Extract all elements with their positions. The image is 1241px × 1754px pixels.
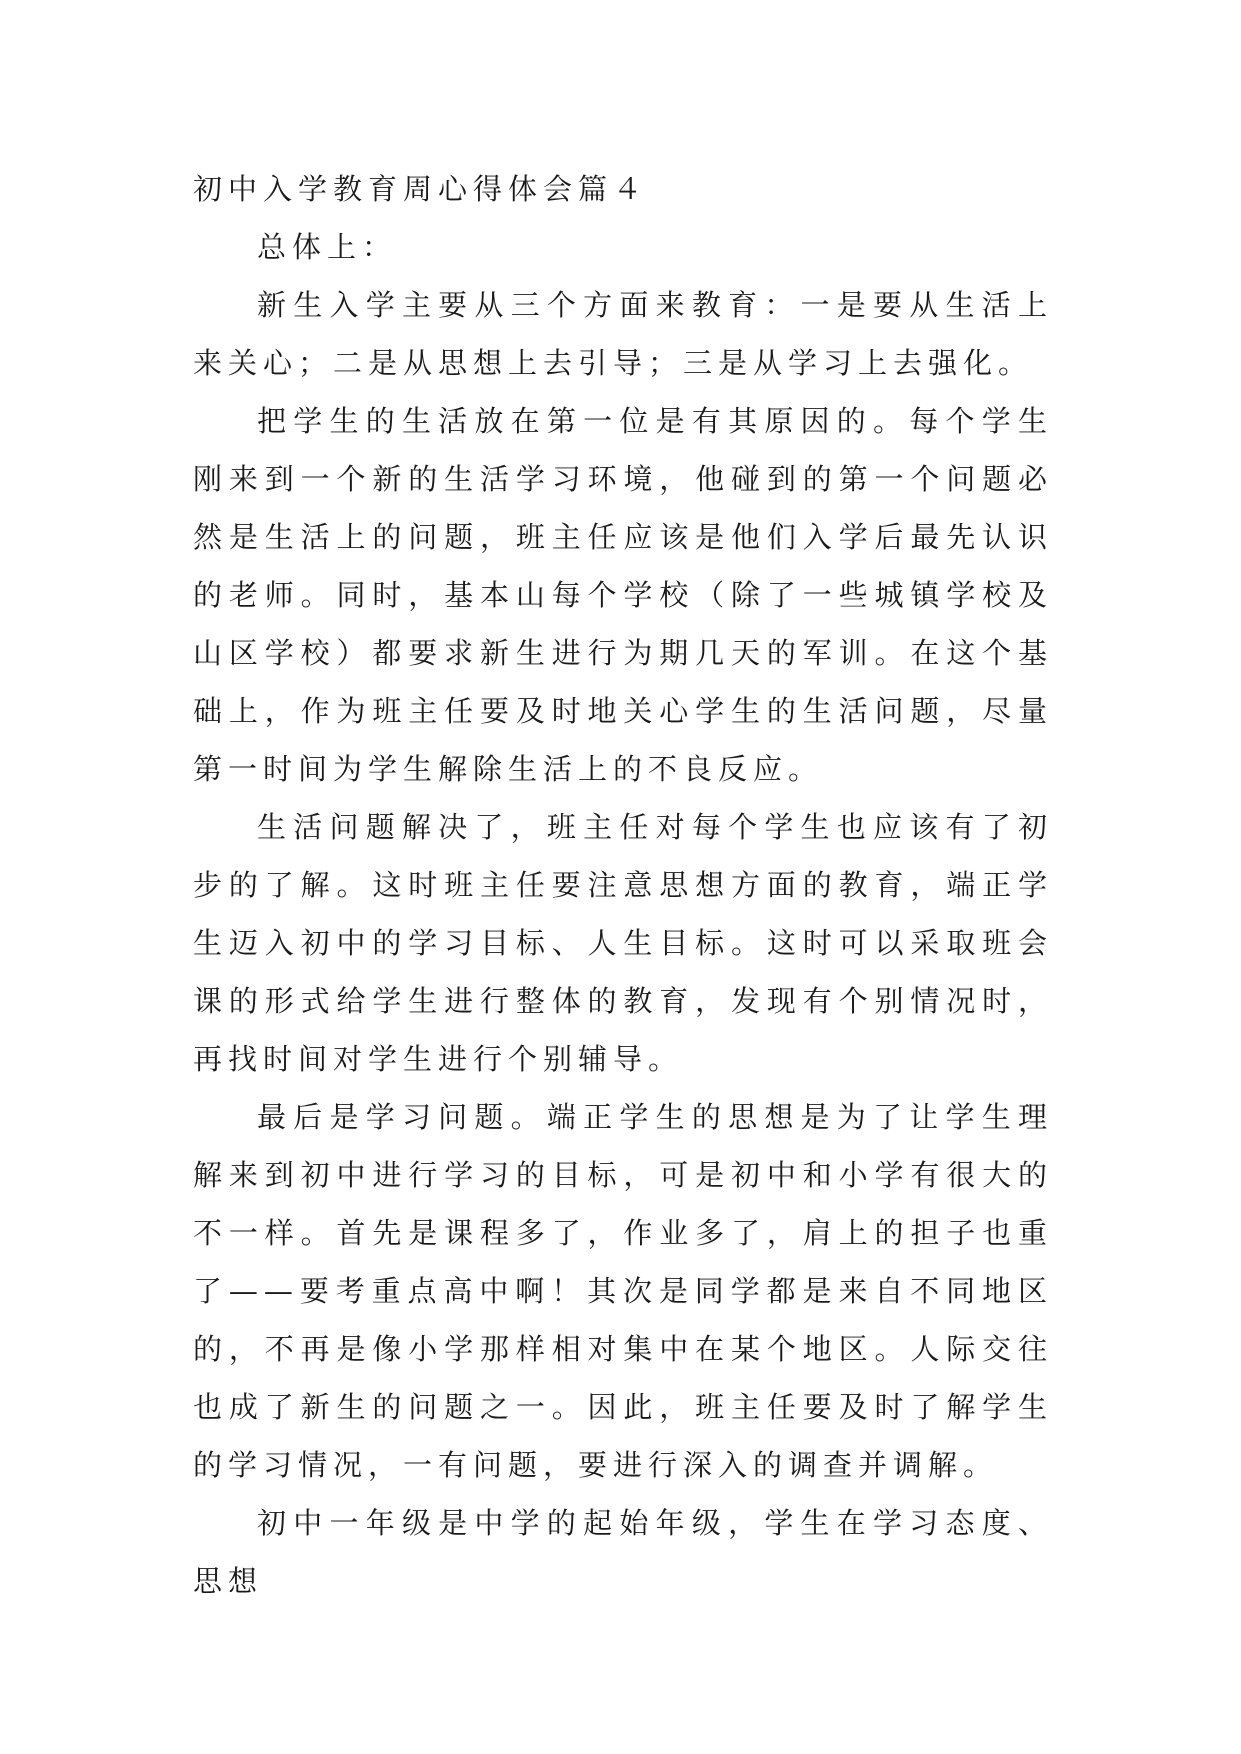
paragraph-overall: 总体上： (257, 230, 398, 264)
document-title: 初中入学教育周心得体会篇４ (193, 172, 649, 206)
paragraph-study-problems: 最后是学习问题。端正学生的思想是为了让学生理解来到初中进行学习的目标，可是初中和小学有很大的不一样。首先是课程多了，作业多了，肩上的担子也重了——要考重点高中啊！其次是同学都是来自不同地区的，不再是像小学那样相对集中在某个地区。人际交往也成了新生的问题之一。因此，班主任要及时了解学生的学习情况，一有问题，要进行深入的调查并调解。 (193, 1100, 1053, 1482)
paragraph-three-aspects: 新生入学主要从三个方面来教育：一是要从生活上来关心；二是从思想上去引导；三是从学习上去强化。 (193, 288, 1053, 380)
paragraph-thought-education: 生活问题解决了，班主任对每个学生也应该有了初步的了解。这时班主任要注意思想方面的教育，端正学生迈入初中的学习目标、人生目标。这时可以采取班会课的形式给学生进行整体的教育，发现有个别情况时，再找时间对学生进行个别辅导。 (193, 810, 1053, 1076)
paragraph-life-first: 把学生的生活放在第一位是有其原因的。每个学生刚来到一个新的生活学习环境，他碰到的第一个问题必然是生活上的问题，班主任应该是他们入学后最先认识的老师。同时，基本山每个学校（除了一些城镇学校及山区学校）都要求新生进行为期几天的军训。在这个基础上，作为班主任要及时地关心学生的生活问题，尽量第一时间为学生解除生活上的不良反应。 (193, 404, 1053, 786)
paragraph-first-grade: 初中一年级是中学的起始年级，学生在学习态度、思想 (193, 1506, 1053, 1598)
document-body (193, 160, 1053, 1610)
